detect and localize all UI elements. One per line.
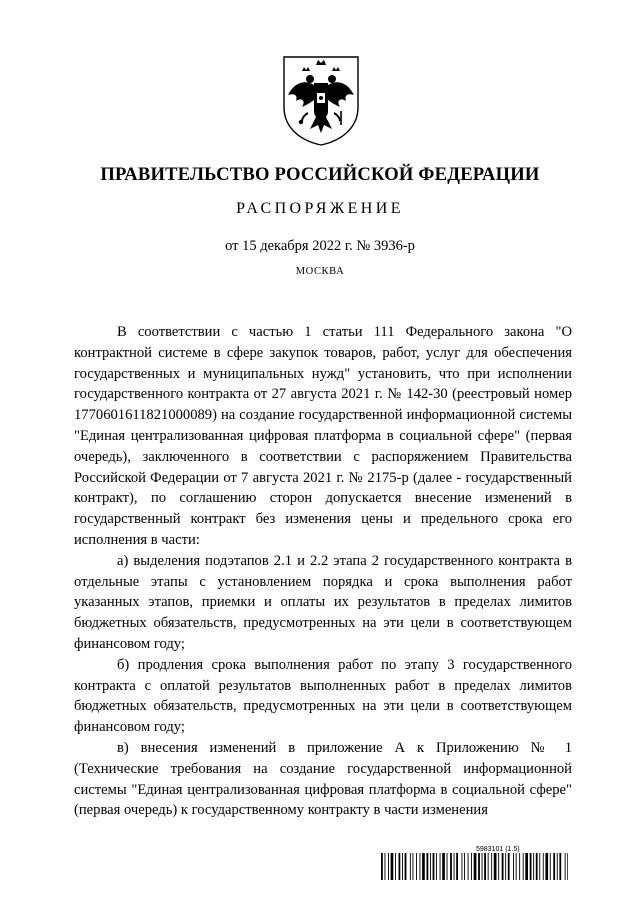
document-code: 5983101 (1.5) xyxy=(476,846,520,853)
document-type: РАСПОРЯЖЕНИЕ xyxy=(236,200,404,217)
coat-of-arms-emblem xyxy=(280,55,362,147)
paragraph: В соответствии с частью 1 статьи 111 Федерального закона "О контрактной системе в сфере закупок товаров, работ, услуг для обеспечения государственных и муниципальных нужд" установить, что при исполнении государственного контракта от 27 августа 2021 г. № 142-30 (реестровый номер 1770601611821000089) на создание государственной информационной системы "Единая централизованная цифровая платформа в социальной сфере" (первая очередь), заключенного в соответствии с распоряжением Правительства Российской Федерации от 7 августа 2021 г. № 2175-р (далее - государственный контракт), по соглашению сторон допускается внесение изменений в государственный контракт без изменения цены и предельного срока его исполнения в части: xyxy=(74,324,572,548)
government-title: ПРАВИТЕЛЬСТВО РОССИЙСКОЙ ФЕДЕРАЦИИ xyxy=(100,164,540,185)
document-body xyxy=(74,322,572,821)
barcode xyxy=(381,853,568,880)
date-and-number: от 15 декабря 2022 г. № 3936-р xyxy=(225,238,415,254)
city: МОСКВА xyxy=(295,266,345,277)
paragraph: в) внесения изменений в приложение А к Приложению № 1 (Технические требования на создание государственной информационной системы "Единая централизованная цифровая платформа в социальной сфере" (первая очередь) к государственному контракту в части изменения xyxy=(74,739,572,819)
paragraph: б) продления срока выполнения работ по этапу 3 государственного контракта с оплатой результатов выполненных работ в пределах лимитов бюджетных обязательств, предусмотренных на эти цели в соответствующем финансовом году; xyxy=(74,656,572,736)
paragraph: а) выделения подэтапов 2.1 и 2.2 этапа 2 государственного контракта в отдельные этапы с установлением порядка и срока выполнения работ указанных этапов, приемки и оплаты их результатов в пределах лимитов бюджетных обязательств, предусмотренных на эти цели в соответствующем финансовом году; xyxy=(74,552,572,652)
